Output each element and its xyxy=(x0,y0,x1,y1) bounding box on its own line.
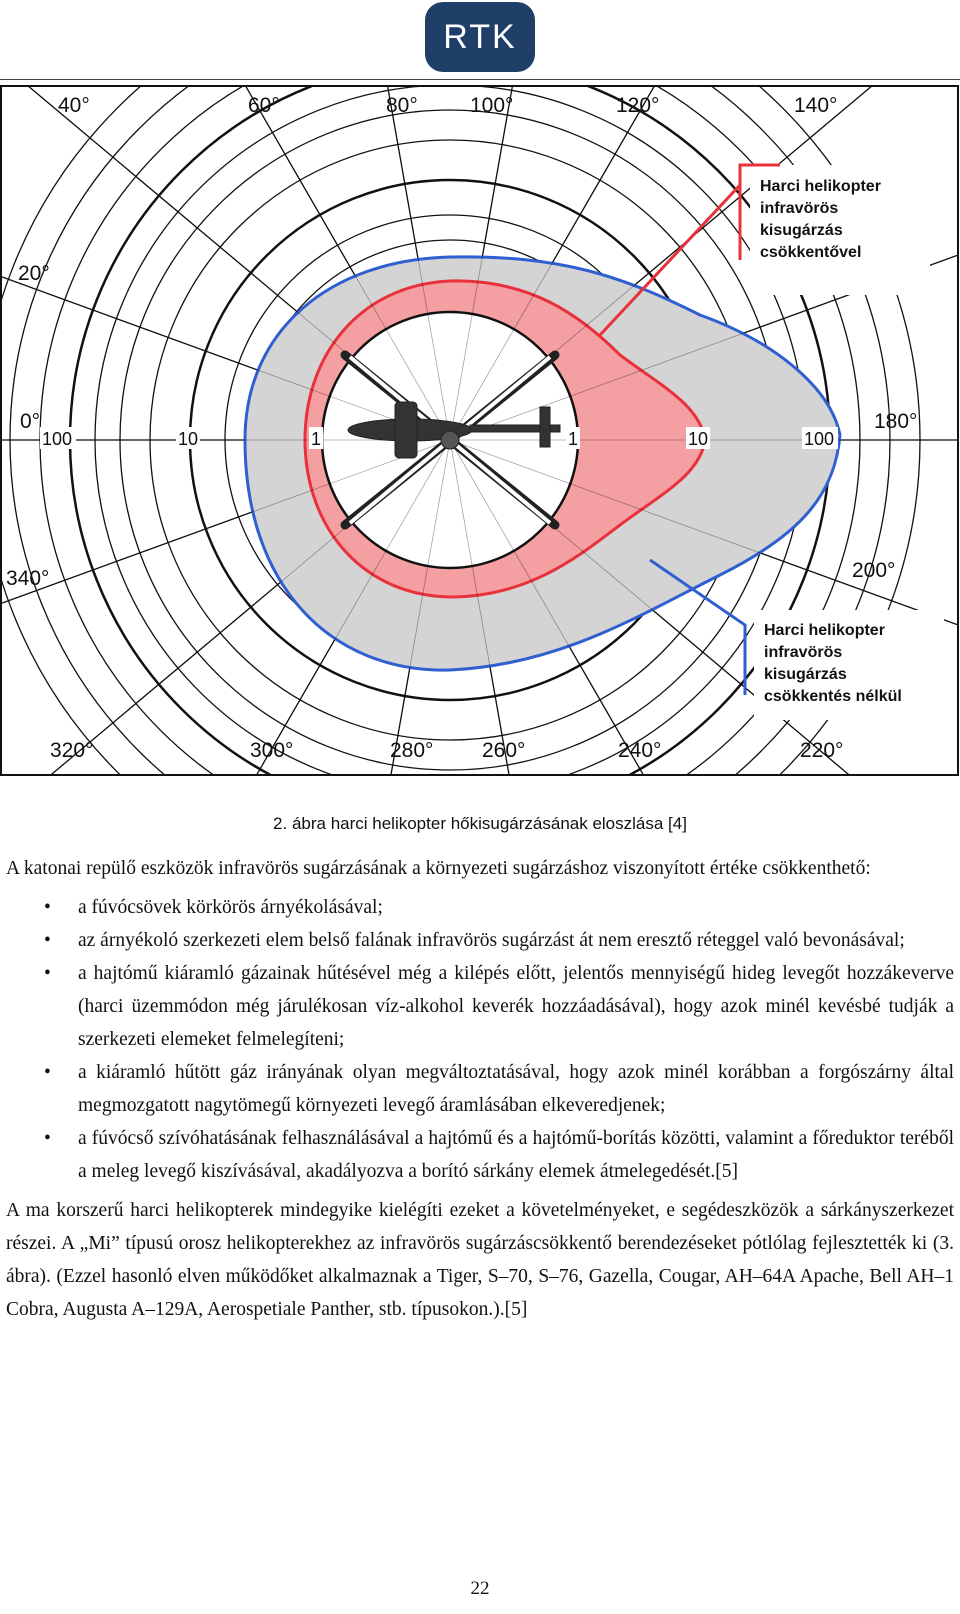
bullet-item: • a hajtómű kiáramló gázainak hűtésével még a kilépés előtt, jelentős mennyiségű hideg levegőt hozzákeverve (harci üzemmódon még járulékosan víz-alkohol keverék hozzáadásával), hogy azok minél kevésbé tudják a szerkezeti elemeket felmelegíteni; xyxy=(78,957,954,1056)
polar-radiation-figure xyxy=(0,85,960,800)
angle-label-200: 200° xyxy=(852,559,896,582)
legend-top-line-2: infravörös xyxy=(760,200,839,217)
page-number: 22 xyxy=(470,1578,490,1599)
closing-paragraph: A ma korszerű harci helikopterek mindegyike kielégíti ezeket a követelményeket, e segédeszközök a sárkányszerkezet részei. A „Mi” típusú orosz helikopterekhez az infravörös sugárzáscsökkentő berendezéseket pótlólag fejlesztették ki (3. ábra). (Ezzel hasonló elven működőket alkalmaznak a Tiger, S–70, S–76, Gazella, Cougar, AH–64A Apache, Bell AH–1 Cobra, Augusta A–129A, Aerospetiale Panther, stb. típusokon.).[5] xyxy=(6,1200,954,1320)
angle-label-100: 100° xyxy=(470,94,514,117)
bullet-list xyxy=(6,891,954,1188)
angle-label-240: 240° xyxy=(618,739,662,762)
legend-bottom-line-3: kisugárzás xyxy=(764,666,847,683)
legend-top-line-1: Harci helikopter xyxy=(760,178,881,195)
angle-label-180: 180° xyxy=(874,410,918,433)
radial-label-100-right: 100 xyxy=(804,429,835,449)
radial-label-10-left: 10 xyxy=(178,429,199,449)
legend-bottom-line-2: infravörös xyxy=(764,644,843,661)
legend-top-line-4: csökkentővel xyxy=(760,244,862,261)
radial-label-1-right: 1 xyxy=(568,429,579,449)
angle-label-220: 220° xyxy=(800,739,844,762)
angle-label-0: 0° xyxy=(20,410,41,433)
angle-label-260: 260° xyxy=(482,739,526,762)
bullet-item: • a kiáramló hűtött gáz irányának olyan megváltoztatásával, hogy azok minél korábban a forgószárny által megmozgatott nagytömegű környezeti levegő áramlásában elkeveredjenek; xyxy=(78,1056,954,1122)
angle-label-60: 60° xyxy=(248,94,280,117)
bullet-item: • a fúvócső szívóhatásának felhasználásával a hajtómű és a hajtómű-borítás közötti, valamint a főreduktor teréből a meleg levegő kiszívásával, akadályozva a borító sárkány elemek átmelegedését.[5] xyxy=(78,1122,954,1188)
angle-label-20: 20° xyxy=(18,262,50,285)
angle-label-120: 120° xyxy=(616,94,660,117)
radial-label-10-right: 10 xyxy=(688,429,709,449)
intro-paragraph: A katonai repülő eszközök infravörös sugárzásának a környezeti sugárzáshoz viszonyított értéke csökkenthető: xyxy=(6,858,871,879)
radial-label-1-left: 1 xyxy=(311,429,322,449)
angle-label-280: 280° xyxy=(390,739,434,762)
radial-label-100-left: 100 xyxy=(42,429,73,449)
rtk-logo xyxy=(425,2,535,72)
angle-label-40: 40° xyxy=(58,94,90,117)
header-rule xyxy=(0,79,960,80)
figure-caption: 2. ábra harci helikopter hőkisugárzásának eloszlása [4] xyxy=(273,814,687,833)
angle-label-140: 140° xyxy=(794,94,838,117)
legend-bottom-line-4: csökkentés nélkül xyxy=(764,688,902,705)
bullet-item: • a fúvócsövek körkörös árnyékolásával; xyxy=(78,891,954,924)
body-text xyxy=(6,852,954,1332)
legend-top-line-3: kisugárzás xyxy=(760,222,843,239)
bullet-item: • az árnyékoló szerkezeti elem belső falának infravörös sugárzást át nem eresztő réteggel való bevonásával; xyxy=(78,924,954,957)
angle-label-80: 80° xyxy=(386,94,418,117)
legend-bottom-line-1: Harci helikopter xyxy=(764,622,885,639)
polar-diagram xyxy=(0,85,960,800)
angle-label-340: 340° xyxy=(6,567,50,590)
logo-text: RTK xyxy=(443,17,517,56)
angle-label-300: 300° xyxy=(250,739,294,762)
angle-label-320: 320° xyxy=(50,739,94,762)
